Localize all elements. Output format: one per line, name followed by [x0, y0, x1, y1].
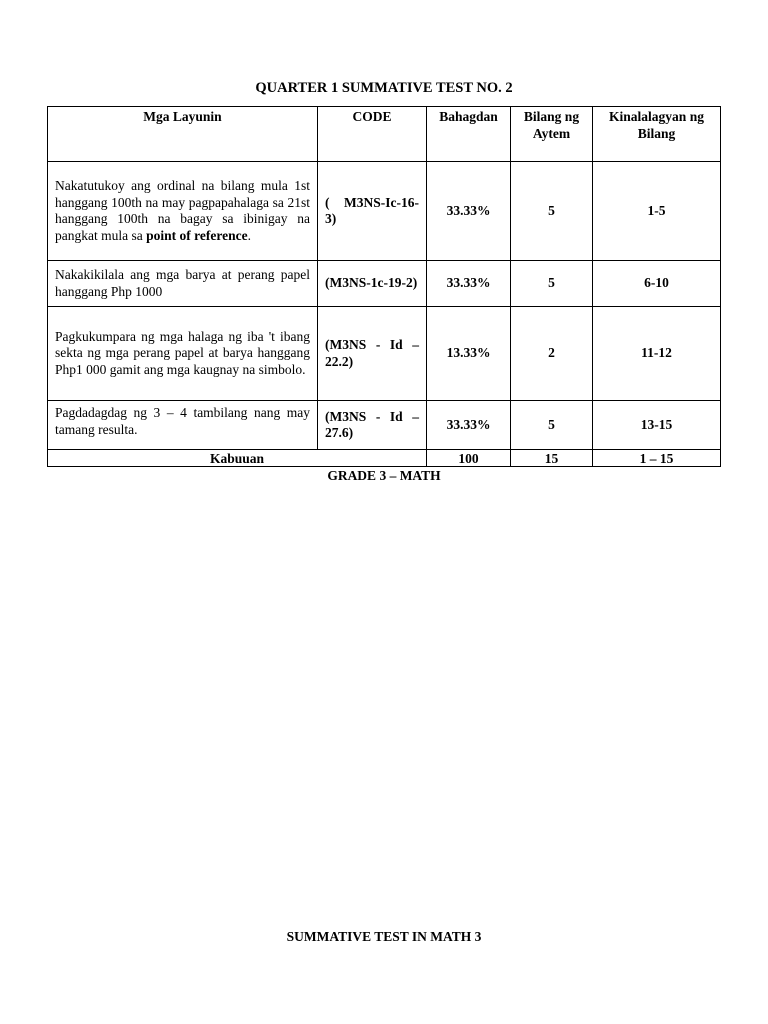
header-items: Bilang ng Aytem	[511, 107, 593, 162]
total-placement: 1 – 15	[593, 450, 721, 467]
total-percentage: 100	[427, 450, 511, 467]
items-cell: 2	[511, 307, 593, 401]
placement-cell: 13-15	[593, 401, 721, 450]
footer-title: SUMMATIVE TEST IN MATH 3	[286, 929, 482, 944]
items-cell: 5	[511, 261, 593, 307]
code-cell: (M3NS - Id – 22.2)	[318, 307, 427, 401]
items-cell: 5	[511, 162, 593, 261]
objective-text: Nakatutukoy ang ordinal na bilang mula 1st hanggang 100th na may pagpapahalaga sa 21st hanggang 100th na bagay sa ibinigay na pangkat mula sa	[55, 178, 310, 243]
percentage-cell: 33.33%	[427, 162, 511, 261]
code-cell: (M3NS - Id – 27.6)	[318, 401, 427, 450]
table-row	[48, 307, 721, 401]
header-code: CODE	[318, 107, 427, 162]
header-percentage: Bahagdan	[427, 107, 511, 162]
objective-cell: Pagkukumpara ng mga halaga ng iba 't ibang sekta ng mga perang papel at barya hanggang Php1 000 gamit ang mga kaugnay na simbolo.	[48, 307, 318, 401]
items-cell: 5	[511, 401, 593, 450]
percentage-cell: 33.33%	[427, 401, 511, 450]
header-objectives: Mga Layunin	[48, 107, 318, 162]
table-of-specifications	[47, 106, 721, 467]
objective-end: .	[247, 227, 251, 243]
total-label: Kabuuan	[48, 450, 427, 467]
code-cell: (M3NS-1c-19-2)	[318, 261, 427, 307]
code-cell: ( M3NS-Ic-16-3)	[318, 162, 427, 261]
table-total-row	[48, 450, 721, 467]
table-row	[48, 401, 721, 450]
table-row	[48, 261, 721, 307]
table-header-row	[48, 107, 721, 162]
percentage-cell: 33.33%	[427, 261, 511, 307]
grade-subtitle: GRADE 3 – MATH	[327, 468, 441, 483]
objective-cell: Nakakikilala ang mga barya at perang papel hanggang Php 1000	[48, 261, 318, 307]
objective-cell	[48, 162, 318, 261]
table-row	[48, 162, 721, 261]
objective-emphasis: point of reference	[146, 227, 248, 243]
page-title: QUARTER 1 SUMMATIVE TEST NO. 2	[255, 80, 513, 96]
total-items: 15	[511, 450, 593, 467]
objective-cell: Pagdadagdag ng 3 – 4 tambilang nang may tamang resulta.	[48, 401, 318, 450]
placement-cell: 11-12	[593, 307, 721, 401]
header-placement: Kinalalagyan ng Bilang	[593, 107, 721, 162]
percentage-cell: 13.33%	[427, 307, 511, 401]
placement-cell: 1-5	[593, 162, 721, 261]
placement-cell: 6-10	[593, 261, 721, 307]
